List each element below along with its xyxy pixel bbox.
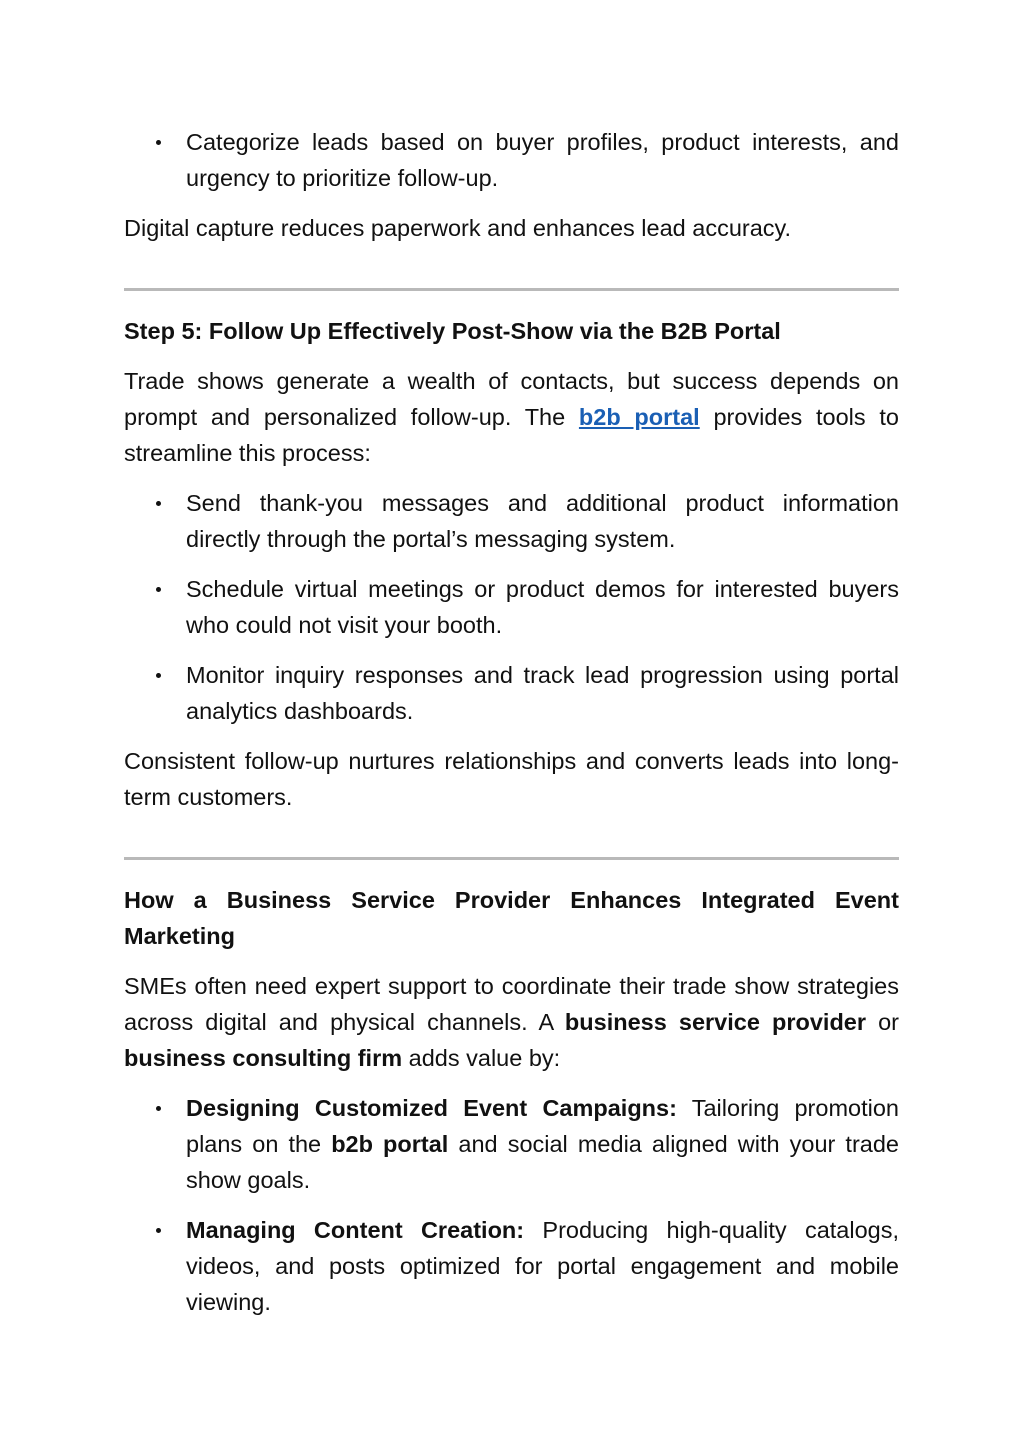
list-item: Send thank-you messages and additional product information directly through the portal’s messaging system. bbox=[124, 485, 899, 557]
step5-intro-text: Trade shows generate a wealth of contacts, but success depends on prompt and personalized follow-up. The bbox=[124, 368, 899, 430]
list-item: Categorize leads based on buyer profiles, product interests, and urgency to prioritize follow-up. bbox=[124, 124, 899, 196]
list-item-text: Tailoring promotion plans on the bbox=[186, 1095, 899, 1157]
list-item bbox=[124, 1212, 899, 1320]
list-item bbox=[124, 1090, 899, 1198]
b2b-portal-term: b2b portal bbox=[331, 1131, 449, 1157]
business-service-provider-term: business service provider bbox=[564, 1009, 867, 1035]
provider-intro-text: SMEs often need expert support to coordinate their trade show strategies across digital and physical channels. A bbox=[124, 973, 899, 1035]
document-content bbox=[124, 124, 899, 1334]
provider-bullet-list bbox=[124, 1090, 899, 1320]
list-item-text-end: and social media aligned with your trade show goals. bbox=[186, 1131, 899, 1193]
list-item: Monitor inquiry responses and track lead progression using portal analytics dashboards. bbox=[124, 657, 899, 729]
provider-intro-paragraph bbox=[124, 968, 899, 1076]
list-item-label: Designing Customized Event Campaigns: bbox=[186, 1095, 677, 1121]
b2b-portal-link[interactable]: b2b portal bbox=[578, 404, 700, 430]
intro-closing-paragraph: Digital capture reduces paperwork and enhances lead accuracy. bbox=[124, 215, 792, 241]
provider-heading: How a Business Service Provider Enhances Integrated Event Marketing bbox=[124, 887, 899, 949]
business-consulting-firm-term: business consulting firm bbox=[124, 1045, 403, 1071]
list-item-label: Managing Content Creation: bbox=[186, 1217, 525, 1243]
provider-intro-or: or bbox=[866, 1009, 899, 1035]
step5-bullet-list bbox=[124, 485, 899, 729]
intro-bullet-list bbox=[124, 124, 899, 196]
list-item-text: Producing high-quality catalogs, videos, and posts optimized for portal engagement and mobile viewing. bbox=[186, 1217, 900, 1315]
provider-intro-end: adds value by: bbox=[402, 1045, 561, 1071]
list-item: Schedule virtual meetings or product demos for interested buyers who could not visit your booth. bbox=[124, 571, 899, 643]
step5-intro-text-end: provides tools to streamline this process: bbox=[124, 404, 899, 466]
step5-closing-paragraph: Consistent follow-up nurtures relationships and converts leads into long-term customers. bbox=[124, 748, 899, 810]
step5-intro-paragraph bbox=[124, 363, 899, 471]
step5-heading: Step 5: Follow Up Effectively Post-Show via the B2B Portal bbox=[124, 318, 781, 344]
